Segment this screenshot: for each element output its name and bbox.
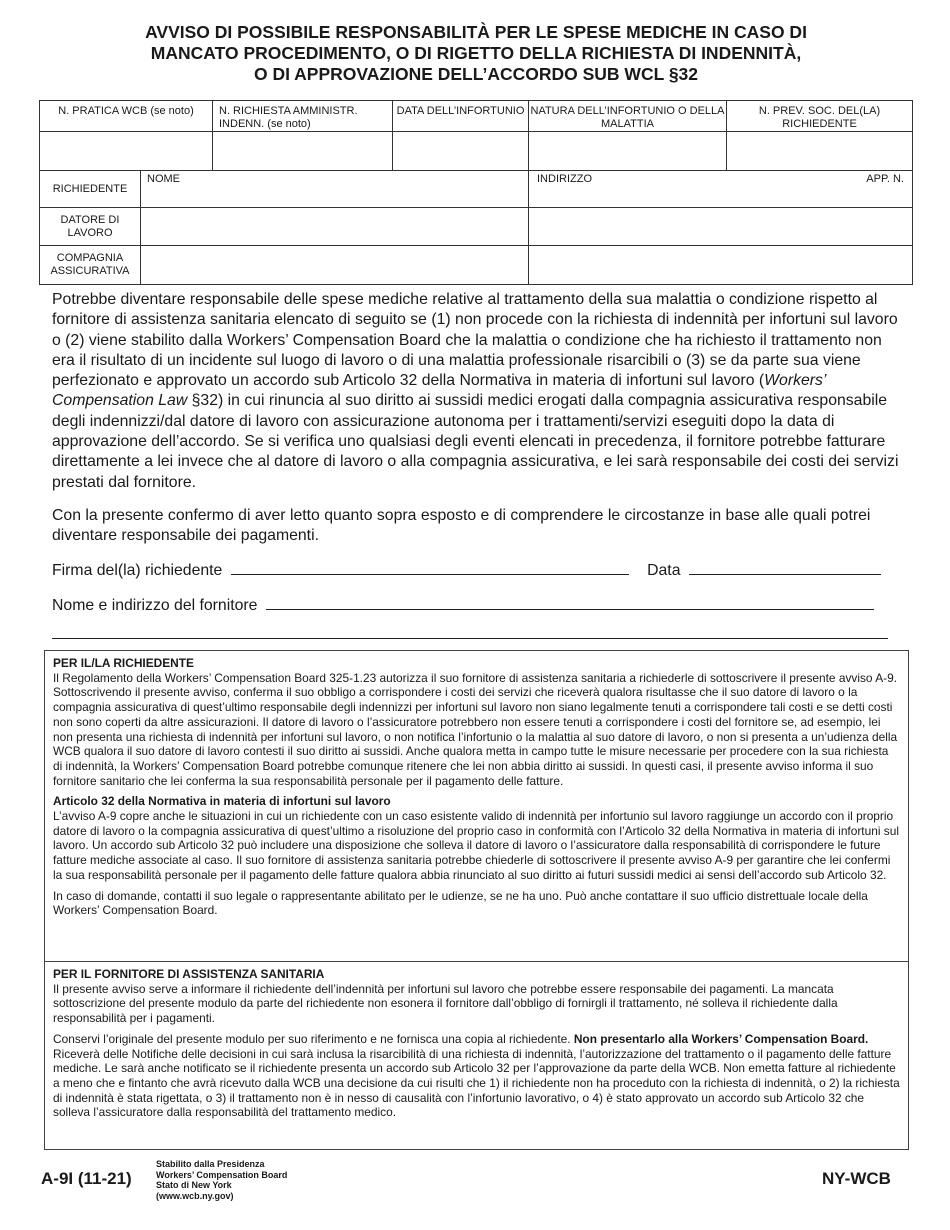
claimant-box-heading: PER IL/LA RICHIEDENTE [53,656,194,670]
provider-name-field[interactable] [266,595,874,610]
liability-notice-paragraph [52,290,908,493]
employer-row-label: DATORE DI LAVORO [40,208,141,246]
nature-of-injury-field[interactable] [529,132,727,171]
header-date-of-injury: DATA DELL’INFORTUNIO [393,101,529,132]
do-not-file-notice: Non presentarlo alla Workers’ Compensation Board. [573,1031,869,1046]
apt-label: APP. N. [866,173,904,185]
claimant-box-text-3: In caso di domande, contatti il suo legale o rappresentante abilitato per le udienze, se ne ha uno. Può anche contattare il suo ufficio distrettuale locale della Workers’ Compensation Board. [53,888,868,918]
article-32-heading: Articolo 32 della Normativa in materia di infortuni sul lavoro [53,794,391,809]
source-line-2: Workers’ Compensation Board [156,1169,288,1180]
header-ssn: N. PREV. SOC. DEL(LA) RICHIEDENTE [727,101,913,132]
claimant-info-box [44,650,909,962]
title-line-2: MANCATO PROCEDIMENTO, O DI RIGETTO DELLA RICHIESTA DI INDENNITÀ, [150,43,802,63]
provider-info-box [44,961,909,1150]
address-label: INDIRIZZO [537,173,592,185]
source-line-4: (www.wcb.ny.gov) [156,1190,234,1201]
case-info-table [39,100,913,285]
ssn-field[interactable] [727,132,913,171]
date-label: Data [647,562,681,579]
form-source [156,1159,287,1201]
signature-field[interactable] [231,560,629,575]
carrier-case-number-field[interactable] [213,132,393,171]
liability-text-part-1: Potrebbe diventare responsabile delle spese mediche relative al trattamento della sua malattia o condizione rispetto al fornitore di assistenza sanitaria elencato di seguito se (1) non procede con la richiesta di indennità per infortuni sul lavoro o (2) viene stabilito dalla Workers’ Compensation Board che la malattia o condizione che ha richiesto il trattamento non era il risultato di un incidente sul luogo di lavoro o di una malattia professionale risarcibili o (3) se da parte sua viene perfezionato e approvato un accordo sub Articolo 32 della Normativa in materia di infortuni sul lavoro ( [52,291,898,390]
insurer-name-field[interactable] [141,246,529,285]
agency-name: NY-WCB [822,1169,891,1188]
header-nature-of-injury: NATURA DELL’INFORTUNIO O DELLA MALATTIA [529,101,727,132]
provider-text-2a: Conservi l’originale del presente modulo per suo riferimento e ne fornisca una copia al richiedente. [53,1031,574,1046]
employer-name-field[interactable] [141,208,529,246]
source-line-1: Stabilito dalla Presidenza [156,1159,265,1169]
claimant-box-text-1: Il Regolamento della Workers’ Compensation Board 325-1.23 autorizza il suo fornitore di assistenza sanitaria a richiederle di sottoscrivere il presente avviso A-9. Sottoscrivendo il presente avviso, conferma il suo obbligo a corrispondere i costi dei servizi che riceverà qualora risultasse che il suo datore di lavoro o la compagnia assicurativa di quest’ultimo responsabile degli indennizzi per infortuni sul lavoro non siano legalmente tenuti a corrispondere tali costi e se detti costi non sono coperti da altre assicurazioni. Il datore di lavoro o l’assicuratore potrebbero non essere tenuti a corrispondere i costi del fornitore se, ad esempio, lei non presenta una richiesta di indennità per infortuni sul lavoro, o non notifica l’infortunio o la malattia al suo datore di lavoro, o non si presenta a un’udienza della WCB qualora il suo datore di lavoro contesti il suo diritto ai sussidi. Anche qualora metta in campo tutte le misure necessarie per procedere con la sua richiesta di indennità, la Workers’ Compensation Board potrebbe comunque ritenere che lei non abbia diritto ai sussidi. In questi casi, il presente avviso informa il suo fornitore sanitario che lei conferma la sua responsabilità personale per il pagamento delle fatture. [53,670,898,788]
title-line-3: O DI APPROVAZIONE DELL’ACCORDO SUB WCL §32 [253,64,699,84]
claimant-row-label: RICHIEDENTE [40,171,141,208]
insurer-address-field[interactable] [529,246,913,285]
provider-box-text-1: Il presente avviso serve a informare il richiedente dell’indennità per infortuni sul lavoro che potrebbe essere responsabile dei pagamenti. La mancata sottoscrizione del presente modulo da parte del richiedente non esonera il fornitore dall’obbligo di fornirgli il trattamento, né solleva il richiedente dalla responsabilità per i pagamenti. [53,981,838,1026]
form-code: A-9I (11-21) [41,1169,132,1188]
liability-text-part-2: §32) in cui rinuncia al suo diritto ai sussidi medici erogati dalla compagnia assicurativa responsabile degli indennizzi/dal datore di lavoro con assicurazione autonoma per i trattamenti/servizi eseguiti dopo la data di approvazione dell’accordo. Se si verifica uno qualsiasi degli eventi elencati in precedenza, il fornitore potrebbe fatturare direttamente a lei invece che al datore di lavoro o alla compagnia assicurativa, e lei sarà responsabile dei costi dei servizi prestati dal fornitore. [52,392,899,491]
date-field[interactable] [689,560,881,575]
confirmation-paragraph: Con la presente confermo di aver letto quanto sopra esposto e di comprendere le circostanze in base alle quali potrei diventare responsabile dei pagamenti. [52,507,871,545]
provider-text-2b: Riceverà delle Notifiche delle decisioni in cui sarà inclusa la risarcibilità di una richiesta di indennità, l’autorizzazione del trattamento o il pagamento delle fatture mediche. Le sarà anche notificato se il richiedente presenta un accordo sub Articolo 32 per l’approvazione da parte della WCB. Non emetta fatture al richiedente a meno che e fintanto che avrà ricevuto dalla WCB una decisione da cui risulti che 1) il richiedente non ha proceduto con la richiesta di indennità, o 2) la richiesta di indennità è stata rigettata, o 3) il trattamento non è in nesso di causalità con l’infortunio lavorativo, o 4) è stato approvato un accordo sub Articolo 32 che solleva l’assicuratore dalla responsabilità del trattamento medico. [53,1046,900,1120]
claimant-box-text-2: L’avviso A-9 copre anche le situazioni in cui un richiedente con un caso esistente valido di indennità per infortunio sul lavoro raggiunge un accordo con il proprio datore di lavoro o la compagnia assicurativa di quest’ultimo a risoluzione del proprio caso in conformità con l’Articolo 32 della Normativa in materia di infortuni sul lavoro. Un accordo sub Articolo 32 può includere una disposizione che solleva il datore di lavoro o l’assicuratore dalla responsabilità di corrispondere le future fatture mediche associate al caso. Il suo fornitore di assistenza sanitaria potrebbe chiederle di sottoscrivere il presente avviso A-9 per garantire che lei confermi la sua responsabilità personale per il pagamento delle fatture qualora abbia rinunciato al suo diritto ai futuri sussidi medici ai sensi dell’accordo sub Articolo 32. [53,809,899,882]
provider-address-field[interactable] [52,624,888,639]
employer-address-field[interactable] [529,208,913,246]
provider-box-text-2 [53,1032,900,1120]
law-name: Workers’ Compensation Law [52,372,826,410]
signature-line [52,560,881,580]
provider-label: Nome e indirizzo del fornitore [52,597,258,614]
date-of-injury-field[interactable] [393,132,529,171]
name-label: NOME [147,173,180,185]
claimant-address-field[interactable] [529,171,913,208]
header-wcb-case-number: N. PRATICA WCB (se noto) [40,101,213,132]
header-carrier-case-number: N. RICHIESTA AMMINISTR. INDENN. (se noto) [213,101,393,132]
source-line-3: Stato di New York [156,1180,232,1190]
provider-box-heading: PER IL FORNITORE DI ASSISTENZA SANITARIA [53,967,325,981]
insurer-row-label: COMPAGNIA ASSICURATIVA [40,246,141,285]
form-title [40,22,912,85]
claimant-name-field[interactable] [141,171,529,208]
title-line-1: AVVISO DI POSSIBILE RESPONSABILITÀ PER LE SPESE MEDICHE IN CASO DI [145,22,807,42]
wcb-case-number-field[interactable] [40,132,213,171]
signature-label: Firma del(la) richiedente [52,562,223,579]
provider-line [52,595,874,615]
